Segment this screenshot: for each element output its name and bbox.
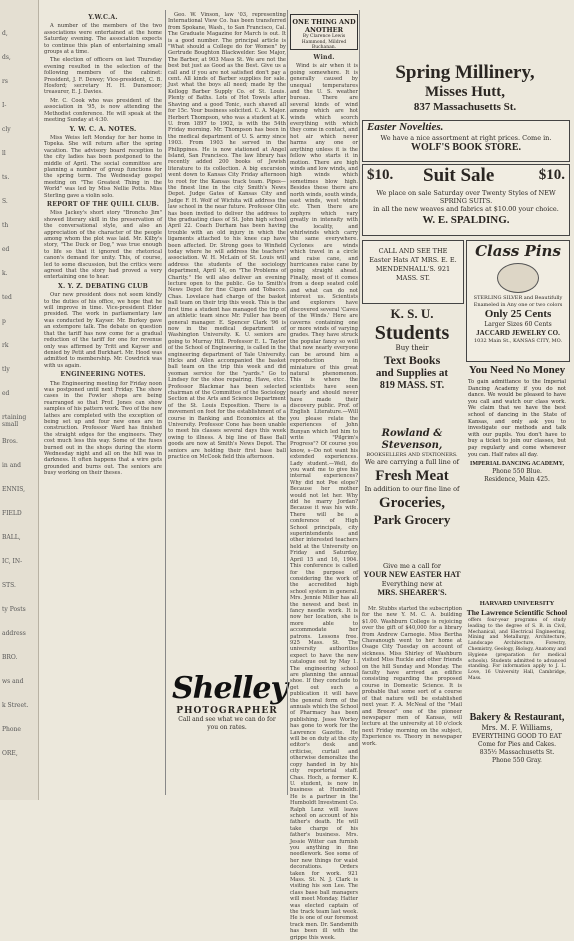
- edge-fragment: Bros.: [2, 438, 18, 445]
- suit-sale-title: Suit Sale: [423, 165, 495, 186]
- hutt-address: 837 Massachusetts St.: [413, 101, 517, 113]
- text-books: Text Books: [383, 353, 441, 367]
- pins-price-2: Larger Sizes 60 Cents: [484, 321, 552, 328]
- mass-address: 819 MASS. ST.: [379, 380, 445, 391]
- suit-price-left: $10.: [367, 167, 394, 183]
- ku-title: K. S. U.: [390, 306, 434, 321]
- spring-millinery-title: Spring Millinery,: [395, 62, 535, 83]
- suit-text: We place on sale Saturday over Twenty Styles of NEW SPRING SUITS.: [376, 189, 556, 205]
- easter-novelties: Easter Novelties.: [367, 121, 444, 133]
- edge-fragment: BALL,: [2, 534, 21, 541]
- need-no-money: You Need No Money: [468, 364, 566, 376]
- jaccard-address: 1032 Main St., KANSAS CITY, MO.: [473, 338, 563, 344]
- one-thing-sub: By Clarence Lewis Hammond, Mildred Buchanan.: [301, 34, 347, 50]
- dancing-ad: [466, 364, 568, 584]
- bakery-title: Bakery & Restaurant,: [469, 712, 565, 723]
- column-3-text: Wind is air when it is going somewhere. It is generally caused by unequal temperatures and the U. S. weather bureau. There are several kinds of wind among which are hot winds which scorch everything with which they come in contact, and hot air which never harms any one or anything unless it is the fellow who starts it in motion. There are high winds and low winds, and high winds which sometimes blow high. Besides these there are north winds, south winds, east winds, west winds etc. Then there are zephyrs which vary greatly in intensity with the locality, and whirlwinds which carry the same everywhere. Cyclones are winds which travel in a circle and raise cane, and hurricanes raise cane by going straight ahead. Finally, most of it comes from a deep seated cold and what can do not interest us. Scientists and explorers have discovered several 'Caves of the Winds.' Here are caverns containing one or more winds of varying grades. They have struck the popular fancy so well that now nearly everyone can be around him a reproduction in miniature of this great natural phenomenon. This is where the scientists have seen nearly and should never have made their discovery public. Prof. of English Literature.—Will you please relate the experiences of John Bunyan which led him to write "Pilgrim's Progress"? Of course you know, s--Do not want his extended experiences. Lady student.—Well, do you want me to give his internal experiences? Why did not Poe elope? Because her mother would not let her. Why did he marry Jordan? Because it was his wife. There will be a conference of High School principals, city superintendents and other interested teachers held at the University on Friday and Saturday, April 15 and 16, 1904. This conference is called for the purpose of considering the work of the accredited high school system in general. Mrs. Jennie Miller has all the newest and best in fancy needle work. It is now her location, she is more able to accommodate her patrons. Lessons free. 925 Mass. St. The university authorities expect to have the new catalogue out by May 1. The engineering school are planning the annual shoe. If they conclude to get out such a publication it will have the general form of the annuals which the School of Pharmacy has been publishing. Jesse Worley has gone to work for the Lawrence Gazette. He will be on duty at the city editor's desk and criticise, curtail and otherwise demoralize the copy handed in by his city reportorial staff. Chas. Hoch, a former K. U. student, is now in business at Humboldt. He is a partner in the Humboldt Investment Co. Ralph Lenz will leave school on account of his father's death. He will take charge of his father's business. Mrs. Jessie Witter can furnish you anything in fine needlework. See some of her new things for waist decorations. Orders taken for work. 921 Mass. St. N. J. Clark is visiting his son Lee. The class base ball managers will meet Monday. Hatter was elected captain of the track team last week. He is one of our foremost track men. Dr. Sandsmith has been ill with the grippe this week.: [290, 63, 359, 941]
- column-4-news-text: Mr. Stubbs started the subscription for the new Y. M. C. A. building $1.00. Washburn College is rejoicing over the gift of $40,000 for a library from Andrew Carnegie. Miss Bertha Chavanough went to her home at Osage City Tuesday on account of sickness. Miss Shirley of Washburn visited Miss Ruckle and other friends on the hill Sunday and Monday. The faculty have arrived an edifice consisting regarding the proposed course in Domestic Science. It is probable that some sort of a course of that nature will be established next year. F. A. McNeal of the "Mail and Breeze" one of the pioneer newspaper men of Kansas, will lecture at the university at 10 o'clock next Friday morning on the subject, Experience vs. Theory in newspaper work.: [362, 606, 462, 747]
- money-text: To gain admittance to the Imperial Dancing Academy if you do not dance. We would be pleased to have you call and watch our class work. We claim that we have the best school of dancing in the State of Kansas, and only ask you to investigate our methods and talk with our pupils. You don't have to buy a ticket to join our classes, but pay regularly and come whenever you can. Half rates all day.: [468, 379, 566, 458]
- park-grocery-title: Park Grocery: [373, 512, 451, 527]
- stevenson-name: Rowland & Stevenson,: [381, 428, 443, 451]
- addition-text: In addition to our fine line of: [364, 485, 460, 493]
- edge-fragment: ed: [2, 390, 10, 397]
- residence: Residence, Main 425.: [484, 476, 550, 484]
- fresh-meat: Fresh Meat: [375, 468, 449, 484]
- edge-fragment: ts.: [2, 174, 10, 181]
- column-1: [44, 12, 162, 792]
- edge-fragment: ws and: [2, 678, 24, 685]
- imperial-academy: IMPERIAL DANCING ACADEMY,: [470, 461, 564, 468]
- edge-fragment: S.: [2, 198, 8, 205]
- election-paragraph: The election of officers on last Thursday evening resulted in the selection of the following members of the cabinet: President, J. F. Dewey; Vice-president, C. B. Hosford; secretary H. H. Dunsmoor; treasurer, E. J. Davies.: [44, 57, 162, 96]
- pin-illustration: [497, 263, 539, 293]
- phone-blue: Phone 550 Blue.: [492, 468, 542, 476]
- harvard-title: HARVARD UNIVERSITY: [479, 600, 555, 607]
- photographer-label: PHOTOGRAPHER: [176, 706, 278, 716]
- bakery-ad: [466, 712, 568, 792]
- edge-fragment: rs: [2, 78, 8, 85]
- easter-hats-text: CALL AND SEE THE Easter Hats AT MRS. E. E. MENDENHALL'S. 921 MASS. ST.: [369, 247, 457, 282]
- spalding-name: W. E. SPALDING.: [422, 214, 510, 226]
- edge-fragment: ds,: [2, 54, 11, 61]
- ywca-paragraph: Miss Weiss left Monday for her home in Topeka. She will return after the spring vacation. The advisory board reception to the city ladies has been postponed to the middle of April. The social committee are planning a number of group functions for the spring term. The Wednesday gospel meeting on "The Greatest Thing in the World" was led by Miss Nellie Potts. Miss Sterling gave a violin solo.: [44, 134, 162, 199]
- shearer-ad: [362, 562, 462, 602]
- williams-name: Mrs. M. F. Williams,: [481, 724, 553, 732]
- edge-fragment: FIELD: [2, 510, 22, 517]
- scientific-school: The Lawrence Scientific School: [466, 608, 568, 617]
- edge-fragment: STS.: [2, 582, 16, 589]
- millinery-ad: [362, 62, 568, 114]
- mrs-shearer: MRS. SHEARER'S.: [377, 588, 447, 597]
- edge-fragment: tly: [2, 366, 10, 373]
- easter-text: We have a nice assortment at right prices. Come in.: [380, 134, 552, 142]
- edge-fragment: rtaining small: [2, 414, 27, 428]
- suit-sale-ad: [362, 164, 570, 236]
- suit-price-right: $10.: [538, 167, 565, 183]
- harvard-text: offers four-year programs of study leading to the degree of S. B. in Civil, Mechanical, and Electrical Engineering, Mining and Metallurgy, Architecture, Landscape Architecture, Forestry, Chemistry, Geology, Biology, Anatomy and Hygiene (preparation for medical schools). Students admitted to advanced standing. For information apply to J. L. Love, 16 University Hall, Cambridge, Mass.: [468, 618, 566, 681]
- booksellers: BOOKSELLERS AND STATIONERS.: [366, 452, 458, 458]
- shelley-signature: Shelley: [172, 671, 287, 706]
- one-thing-title: ONE THING AND ANOTHER: [292, 18, 356, 34]
- edge-fragment: IC, IN-: [2, 558, 23, 565]
- quill-paragraph: Miss Jackey's short story "Broncho Jim" showed literary skill in the preservation of the conversational style, and also an appreciation of the character of the people among whom the plot was laid. Mr. Kilby's story, "The Duck or Dog," was true enough to life so that it ignored the rhetorical canon's demand for unity. This, of course, led to some discussion, but the critics were agreed that the story had proved a very entertaining one to hear.: [44, 210, 162, 281]
- edge-fragment: rk: [2, 342, 9, 349]
- edge-fragment: ll: [2, 150, 6, 157]
- debating-heading: X. Y. Z. DEBATING CLUB: [57, 282, 149, 290]
- left-page-edge: [0, 0, 39, 800]
- edge-fragment: th: [2, 222, 9, 229]
- shelley-ad: [172, 671, 287, 732]
- suit-text-2: in all the new weaves and fabrics at $10.00 your choice.: [373, 205, 559, 213]
- class-pins-title: Class Pins: [475, 242, 561, 260]
- jaccard-name: JACCARD JEWELRY CO.: [476, 329, 560, 337]
- ymca-paragraph: A number of the members of the two associations were entertained at the home Saturday evening. The association expects to continue this plan of entertaining small groups at a time.: [44, 23, 162, 56]
- divider-1: [165, 10, 166, 795]
- wolf-book-store: WOLF'S BOOK STORE.: [410, 142, 522, 153]
- groceries-title: Groceries,: [379, 495, 445, 511]
- class-pins-ad: [466, 240, 570, 362]
- harvard-ad: [466, 600, 568, 700]
- pins-price: Only 25 Cents: [484, 308, 552, 320]
- divider-2: [287, 10, 288, 795]
- ks-students-ad: [362, 306, 462, 424]
- stevenson-ad: [362, 428, 462, 458]
- pins-text: STERLING SILVER and Beautifully Enameled in Any one or two colors: [473, 295, 563, 308]
- misses-hutt: Misses Hutt,: [425, 84, 505, 100]
- column-2: [168, 12, 286, 672]
- bakery-phone: Phone 550 Gray.: [492, 757, 542, 764]
- edge-fragment: ENNIS,: [2, 486, 26, 493]
- bakery-address: 835½ Massachusetts St.: [479, 749, 555, 756]
- students-title: Students: [374, 322, 450, 344]
- edge-fragment: ty Posts: [2, 606, 26, 613]
- ymca-heading: Y.W.C.A.: [88, 14, 118, 21]
- edge-fragment: address: [2, 630, 26, 637]
- engineering-paragraph: The Engineering meeting for Friday noon was postponed until next Friday. The show cases in the Fowler shops are being rearranged so that Prof. Jones can show samples of his pattern work. Two of the new lathes are completed with the exception of being set up and four new ones are in construction. Professor Ward has finished the straight edges for the engineers. They cost much less this way. Some of the fuses burned out in the shops during the storm Wednesday night and all on the hill was in darkness. It often happens that a wire gets grounded and burns out. The seniors are busy working on their theses.: [44, 380, 162, 477]
- one-thing-box: [290, 14, 358, 50]
- column-4-news: [362, 606, 462, 747]
- buy-their: Buy their: [395, 344, 429, 352]
- column-3: [290, 52, 359, 941]
- edge-fragment: d,: [2, 30, 8, 37]
- edge-fragment: in and: [2, 462, 21, 469]
- everything-good: EVERYTHING GOOD TO EAT: [472, 733, 562, 740]
- edge-fragment: ted: [2, 294, 12, 301]
- edge-fragment: I-: [2, 102, 7, 109]
- edge-fragment: ORE,: [2, 750, 18, 757]
- edge-fragment: cly: [2, 126, 11, 133]
- column-2-text: Geo. W. Vinson, law '03, representing International View Co. has been transferred from Spokane, Wash., to San Francisco, Cal. The Graduate Magazine for March is out. It is a good number. The principal article is "What should a College do for Women" by Gertrude Boughton Blackwelder. See Major, The Barber, at 903 Mass St. We are not the best but just as Good as the Best. Give us a call and if you are not satisfied don't pay a cent. All kinds of Barber supplies for sale. Just what the boys all need; made by the Kellogg Barber Supply Co. of St. Louis. Plenty of Baths. Lots of Hot Towels after Shaving and a good Tonic, such shaved all for 15c. Your business solicited. C. A. Major. Herbert Thompson, who was a student at K. U. from 1897 to 1902, is with the 54th Friday morning. Mr. Thompson has been in the medical department of U. S. army since 1903. From 1903 he served in the Philippines. He is now stationed at Angel Island, San Francisco. The law library has recently added 200 books of Jewish literature to its collection. A big excursion went down to Kansas City Friday afternoon to root for the Kansas track team. Pipes—the finest line in the city Smith's News Depot. Judge Gates of Kansas City and Judge F. H. Wolf of Wichita will address the law school in the near future. Professor Olin has been invited to deliver the address to the graduating class of St. John high school April 22. Coach Durham has been having trouble with an old injury in which the ligaments attached to his knee cap have been affected. Dr. Strong goes to Winfield today where he will address the teachers' association. W. H. McLain of St. Louis will address the students of the sociology department, April 14, on "The Problems of Charity." He will also deliver an evening lecture open to the public. Go to Smith's News Depot for fine Cigars and Tobacco. Chas. Lovelace had charge of the basket ball team on their trip this week. This is the first time a student has managed the trip of an athletic team since Mr. Fuller has been general manager. E. Spencer Clark '96 is now in the medical department of Washington University. K. U. seniors are going to Murray Hill. Professor E. L. Taylor of the School of Engineering, is called in the engineering department of Yale University. Hicks and Allen accompanied the basket ball team on the trip this week and did yeoman service for the "yards." Go to Lindsey for the shoe repairing. Have, etcc. Professor Blackmar has been selected chairman of the Committee of the Sociology Section at the Arts and Science Department of the St. Louis Exposition. There is a movement on foot for the establishment of a course in Banking and Economics at the University. Professor Cone has been unable to meet his classes several days this week owing to illness. A big line of Base Ball goods are now at Smith's News Depot. The seniors are holding their first base ball practice on McCook field this afternoon.: [168, 12, 286, 461]
- winds-heading: Wind.: [313, 54, 335, 61]
- give-call: Give me a call for: [382, 562, 442, 570]
- edge-fragment: BRO.: [2, 654, 18, 661]
- debating-paragraph: Our new president does not seem kindly to the duties of his office, we hope that he will improve in time. Vice-president Elder presided. The work in parliamentary law was conducted by Kayser. Mr. Burkey gave an extempore talk. The debate on question that the tariff has now come for a gradual reduction of the tariff for one for revenue only was affirmed by Tritt and Kayser and denied by Petit and Burkhart. Mr. Hood was admitted to membership. Mr. Cowdrick was with us again.: [44, 292, 162, 369]
- ywca-heading: Y. W. C. A. NOTES.: [69, 125, 137, 133]
- edge-fragment: k.: [2, 270, 8, 277]
- edge-fragment: Phone: [2, 726, 21, 733]
- edge-fragment: p: [2, 318, 6, 325]
- wolf-ad: [362, 120, 570, 162]
- shelley-call-text: Call and see what we can do for you on rates.: [178, 716, 276, 731]
- quill-heading: REPORT OF THE QUILL CLUB.: [46, 200, 160, 208]
- pies-cakes: Come for Pies and Cakes.: [478, 741, 556, 748]
- divider-3: [359, 10, 360, 795]
- engineering-heading: ENGINEERING NOTES.: [60, 371, 146, 379]
- carrying-text: We are carrying a full line of: [364, 458, 460, 466]
- edge-fragment: ed: [2, 246, 10, 253]
- easter-hats-ad: [362, 240, 464, 304]
- edge-fragment: k Street.: [2, 702, 29, 709]
- your-easter-hat: YOUR NEW EASTER HAT: [363, 570, 461, 579]
- cook-paragraph: Mr. C. Cook who was president of the association in '95, is now attending the Methodist conference. He will speak at the meeting Sunday at 4:30.: [44, 97, 162, 124]
- supplies: and Supplies at: [375, 367, 449, 379]
- everything-new: Everything new at: [381, 580, 443, 588]
- park-grocery-ad: [362, 458, 462, 560]
